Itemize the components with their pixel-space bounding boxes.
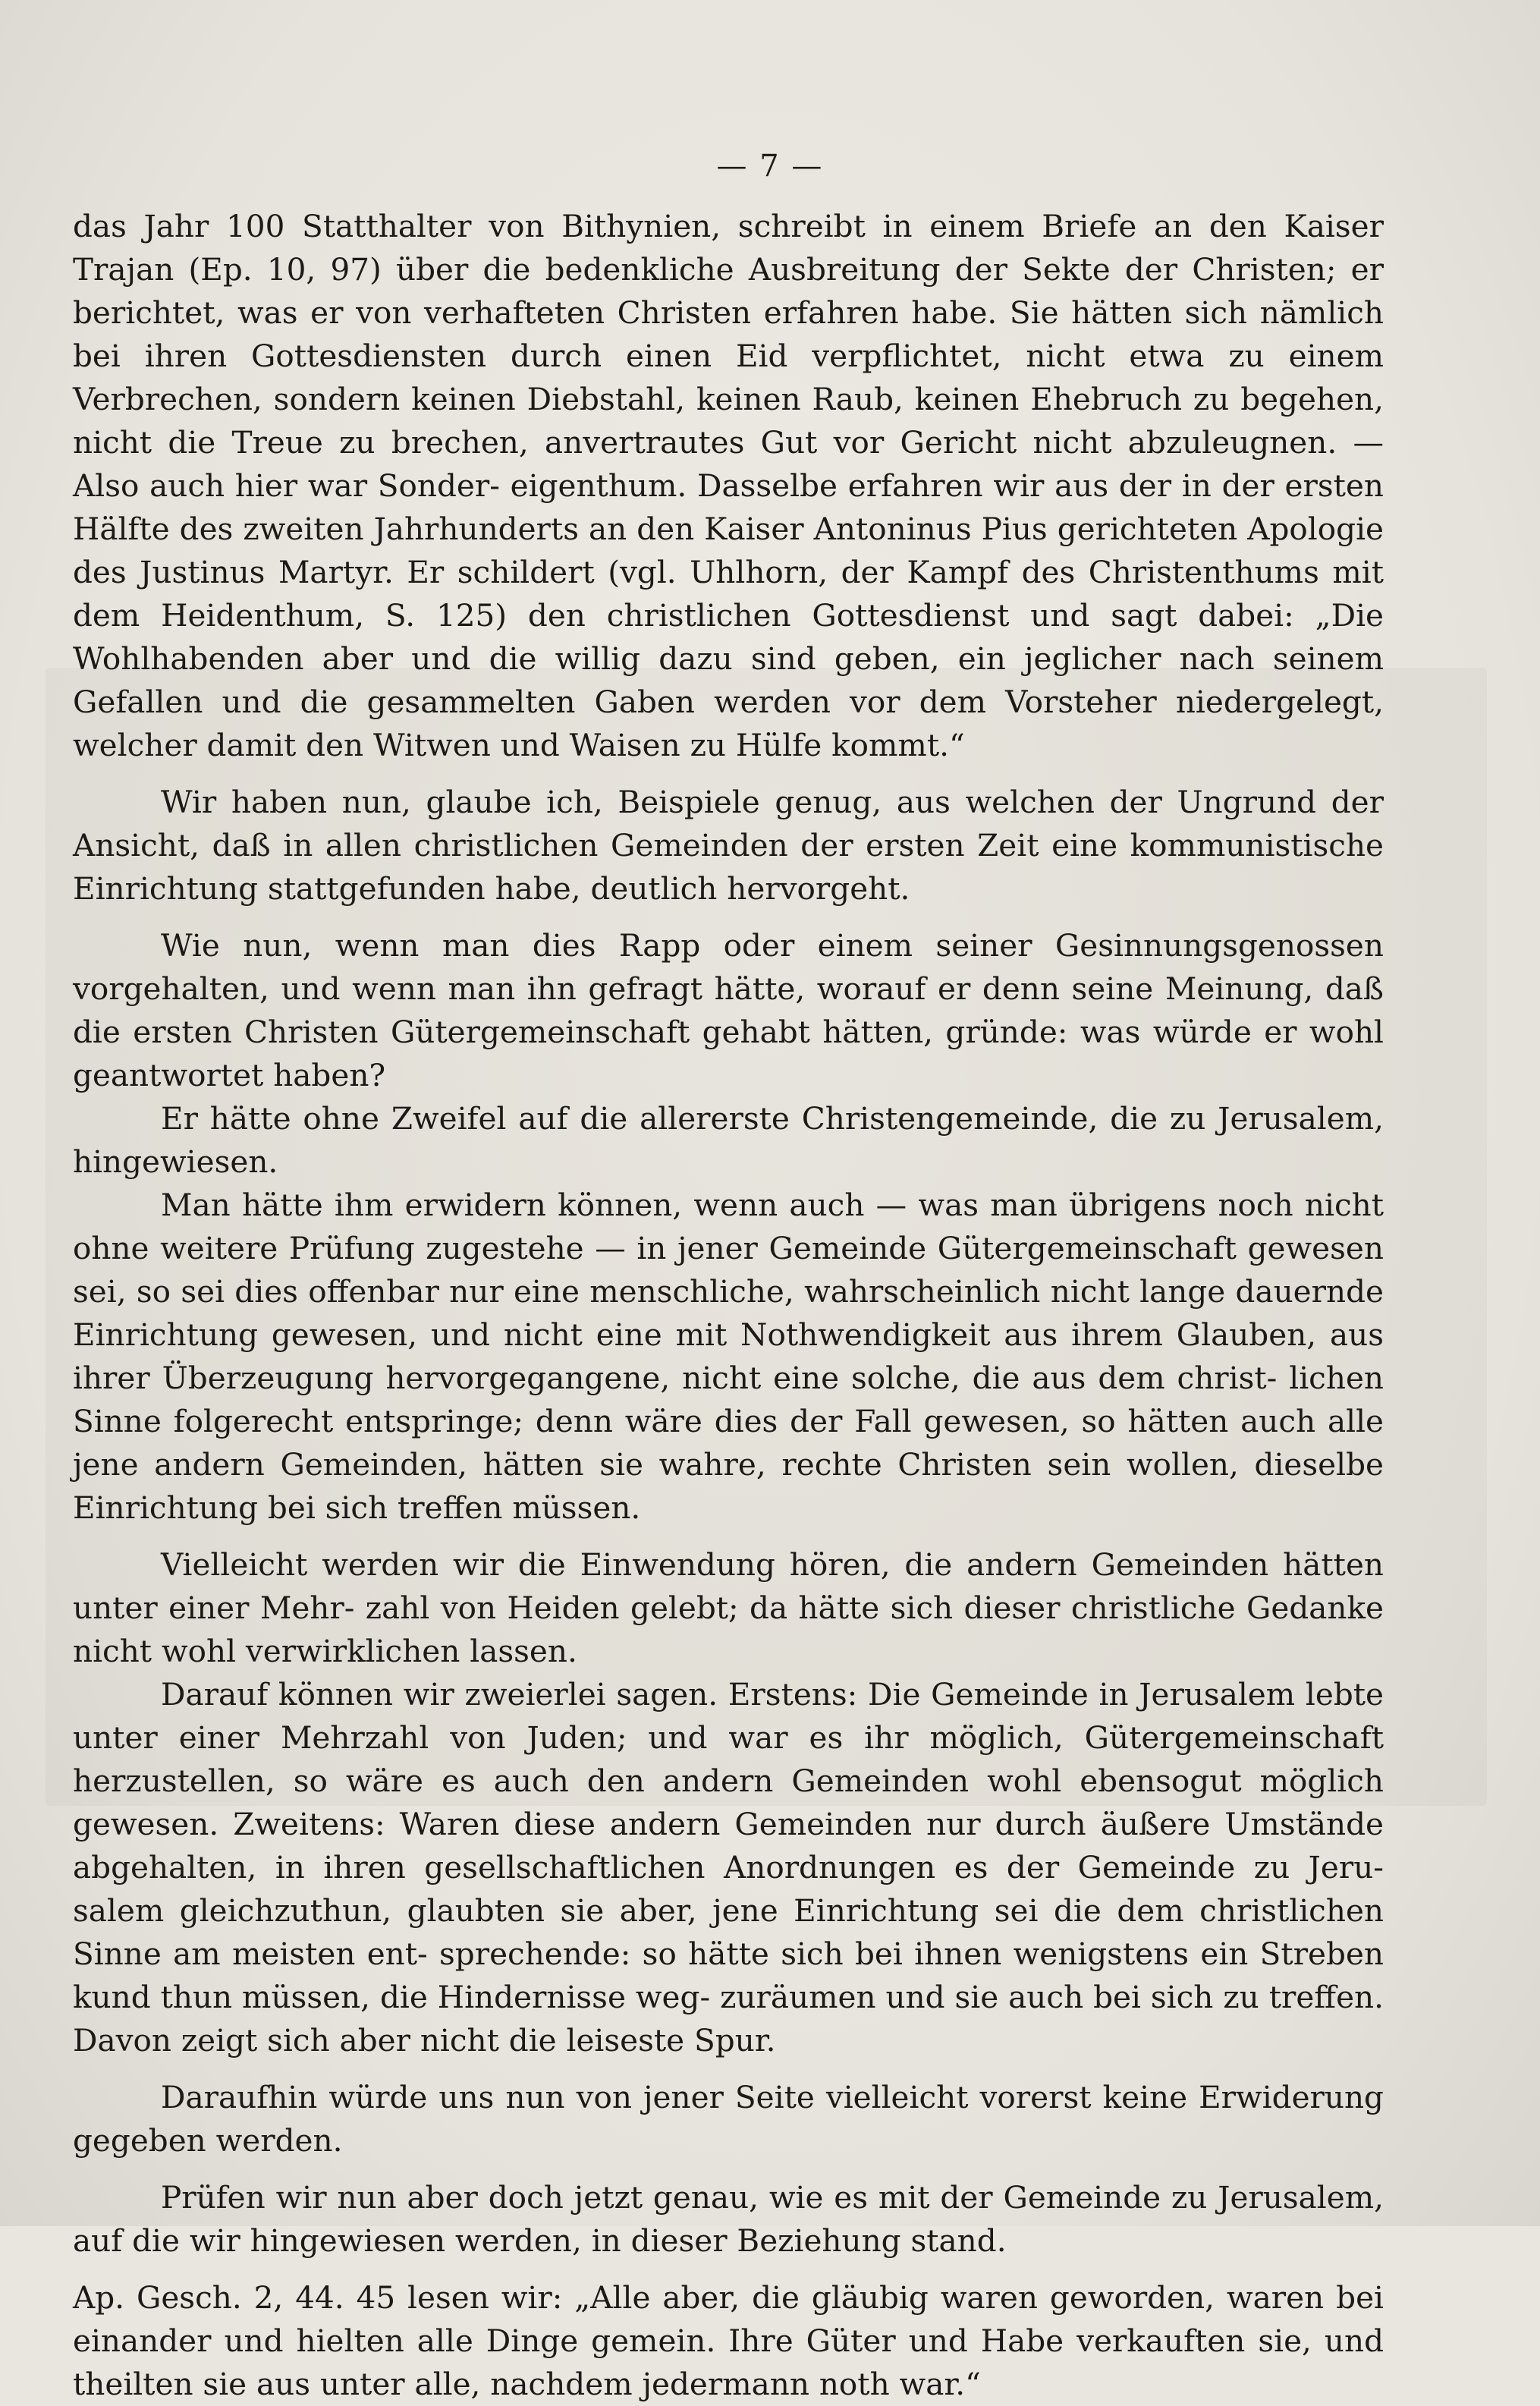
paragraph-6: Vielleicht werden wir die Einwendung hören, die andern Gemeinden hätten unter einer Mehr- zahl von Heiden gelebt; da hätte sich dieser christliche Gedanke nicht wohl verwirklichen lassen. — [73, 1546, 1384, 1669]
paragraph-10: Ap. Gesch. 2, 44. 45 lesen wir: „Alle aber, die gläubig waren geworden, waren bei einander und hielten alle Dinge gemein. Ihre Güter und Habe verkauften sie, und theilten sie aus unter alle, nachdem jedermann noth war.“ — [73, 2279, 1384, 2402]
paragraph-1: das Jahr 100 Statthalter von Bithynien, schreibt in einem Briefe an den Kaiser Trajan (Ep. 10, 97) über die bedenkliche Ausbreitung der Sekte der Christen; er berichtet, was er von verhafteten Christen erfahren habe. Sie hätten sich nämlich bei ihren Gottesdiensten durch einen Eid verpflichtet, nicht etwa zu einem Verbrechen, sondern keinen Diebstahl, keinen Raub, keinen Ehebruch zu begehen, nicht die Treue zu brechen, anvertrautes Gut vor Gericht nicht abzuleugnen. — Also auch hier war Sonder- eigenthum. Dasselbe erfahren wir aus der in der ersten Hälfte des zweiten Jahrhunderts an den Kaiser Antoninus Pius gerichteten Apologie des Justinus Martyr. Er schildert (vgl. Uhlhorn, der Kampf des Christenthums mit dem Heidenthum, S. 125) den christlichen Gottesdienst und sagt dabei: „Die Wohlhabenden aber und die willig dazu sind geben, ein jeglicher nach seinem Gefallen und die gesammelten Gaben werden vor dem Vorsteher niedergelegt, welcher damit den Witwen und Waisen zu Hülfe kommt.“ — [73, 208, 1384, 763]
paragraph-3: Wie nun, wenn man dies Rapp oder einem seiner Gesinnungsgenossen vorgehalten, und wenn man ihn gefragt hätte, worauf er denn seine Meinung, daß die ersten Christen Gütergemeinschaft gehabt hätten, gründe: was würde er wohl geantwortet haben? — [73, 927, 1384, 1093]
paragraph-8: Daraufhin würde uns nun von jener Seite vielleicht vorerst keine Erwiderung gegeben werden. — [73, 2079, 1384, 2159]
body-text — [73, 205, 1384, 2406]
paragraph-7: Darauf können wir zweierlei sagen. Erstens: Die Gemeinde in Jerusalem lebte unter einer Mehrzahl von Juden; und war es ihr möglich, Gütergemeinschaft herzustellen, so wäre es auch den andern Gemeinden wohl ebensogut möglich gewesen. Zweitens: Waren diese andern Gemeinden nur durch äußere Umstände abgehalten, in ihren gesellschaftlichen Anordnungen es der Gemeinde zu Jeru- salem gleichzuthun, glaubten sie aber, jene Einrichtung sei die dem christlichen Sinne am meisten ent- sprechende: so hätte sich bei ihnen wenigstens ein Streben kund thun müssen, die Hindernisse weg- zuräumen und sie auch bei sich zu treffen. Davon zeigt sich aber nicht die leiseste Spur. — [73, 1676, 1384, 2058]
paragraph-2: Wir haben nun, glaube ich, Beispiele genug, aus welchen der Ungrund der Ansicht, daß in allen christlichen Gemeinden der ersten Zeit eine kommunistische Einrichtung stattgefunden habe, deutlich hervorgeht. — [73, 784, 1384, 907]
paragraph-5: Man hätte ihm erwidern können, wenn auch — was man übrigens noch nicht ohne weitere Prüfung zugestehe — in jener Gemeinde Gütergemeinschaft gewesen sei, so sei dies offenbar nur eine menschliche, wahrscheinlich nicht lange dauernde Einrichtung gewesen, und nicht eine mit Nothwendigkeit aus ihrem Glauben, aus ihrer Überzeugung hervorgegangene, nicht eine solche, die aus dem christ- lichen Sinne folgerecht entspringe; denn wäre dies der Fall gewesen, so hätten auch alle jene andern Gemeinden, hätten sie wahre, rechte Christen sein wollen, dieselbe Einrichtung bei sich treffen müssen. — [73, 1187, 1384, 1526]
paragraph-4: Er hätte ohne Zweifel auf die allererste Christengemeinde, die zu Jerusalem, hingewiesen. — [73, 1100, 1384, 1180]
paragraph-9: Prüfen wir nun aber doch jetzt genau, wie es mit der Gemeinde zu Jerusalem, auf die wir hingewiesen werden, in dieser Beziehung stand. — [73, 2179, 1384, 2259]
page-number: — 7 — — [716, 149, 824, 184]
